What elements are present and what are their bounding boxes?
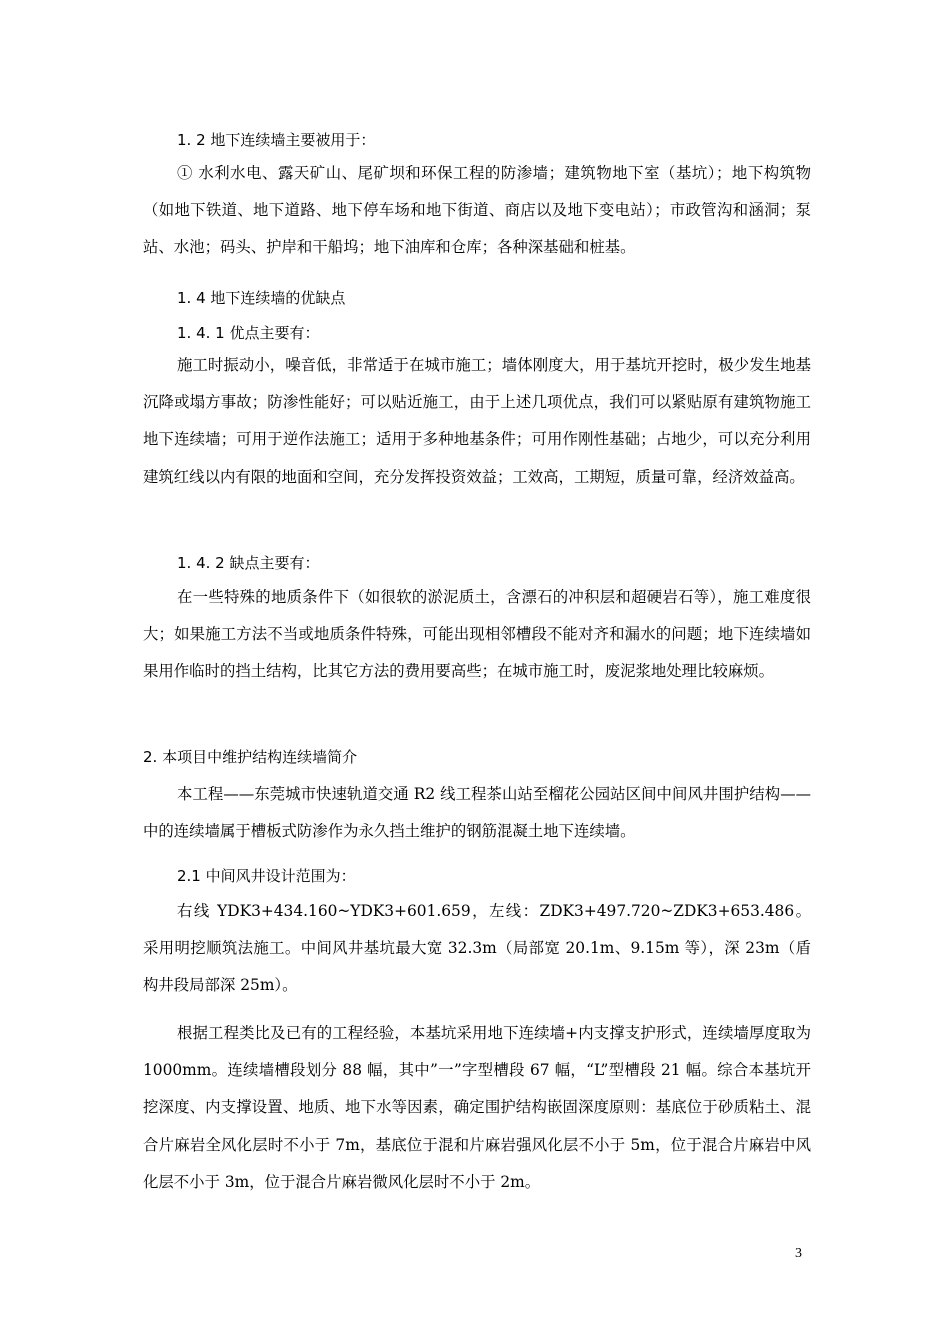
heading-1-4-1: 1. 4. 1 优点主要有： (177, 324, 320, 342)
heading-1-2: 1. 2 地下连续墙主要被用于： (177, 131, 376, 149)
paragraph-advantages: 施工时振动小，噪音低，非常适于在城市施工；墙体刚度大，用于基坑开挖时，极少发生地基沉降或塌方事故；防渗性能好；可以贴近施工，由于上述几项优点，我们可以紧贴原有建筑物施工地下连续墙；可用于逆作法施工；适用于多种地基条件；可用作刚性基础；占地少，可以充分利用建筑红线以内有限的地面和空间，充分发挥投资效益；工效高，工期短，质量可靠，经济效益高。 (143, 356, 811, 486)
heading-1-4: 1. 4 地下连续墙的优缺点 (177, 289, 346, 307)
heading-2: 2. 本项目中维护结构连续墙简介 (143, 748, 358, 766)
paragraph-range: 右线 YDK3+434.160~YDK3+601.659，左线：ZDK3+497.720~ZDK3+653.486。采用明挖顺筑法施工。中间风井基坑最大宽 32.3m（局部宽 20.1m、9.15m 等），深 23m（盾构井段局部深 25m）。 (143, 902, 811, 995)
paragraph-disadvantages: 在一些特殊的地质条件下（如很软的淤泥质土，含漂石的冲积层和超硬岩石等），施工难度很大；如果施工方法不当或地质条件特殊，可能出现相邻槽段不能对齐和漏水的问题；地下连续墙如果用作临时的挡土结构，比其它方法的费用要高些；在城市施工时，废泥浆地处理比较麻烦。 (143, 588, 811, 681)
paragraph-design: 根据工程类比及已有的工程经验，本基坑采用地下连续墙+内支撑支护形式，连续墙厚度取为 1000mm。连续墙槽段划分 88 幅，其中”一”字型槽段 67 幅，“L”型槽段 21 幅。综合本基坑开挖深度、内支撑设置、地质、地下水等因素，确定围护结构嵌固深度原则：基底位于砂质粘土、混合片麻岩全风化层时不小于 7m，基底位于混和片麻岩强风化层不小于 5m，位于混合片麻岩中风化层不小于 3m，位于混合片麻岩微风化层时不小于 2m。 (143, 1024, 811, 1191)
heading-1-4-2: 1. 4. 2 缺点主要有： (177, 554, 320, 572)
paragraph-uses: ① 水利水电、露天矿山、尾矿坝和环保工程的防渗墙；建筑物地下室（基坑）；地下构筑物（如地下铁道、地下道路、地下停车场和地下街道、商店以及地下变电站）；市政管沟和涵洞；泵站、水池；码头、护岸和干船坞；地下油库和仓库；各种深基础和桩基。 (143, 164, 811, 257)
heading-2-1: 2.1 中间风井设计范围为： (177, 867, 356, 885)
page-number: 3 (795, 1246, 802, 1261)
paragraph-project: 本工程——东莞城市快速轨道交通 R2 线工程茶山站至榴花公园站区间中间风井围护结构——中的连续墙属于槽板式防渗作为永久挡土维护的钢筋混凝土地下连续墙。 (143, 785, 811, 841)
